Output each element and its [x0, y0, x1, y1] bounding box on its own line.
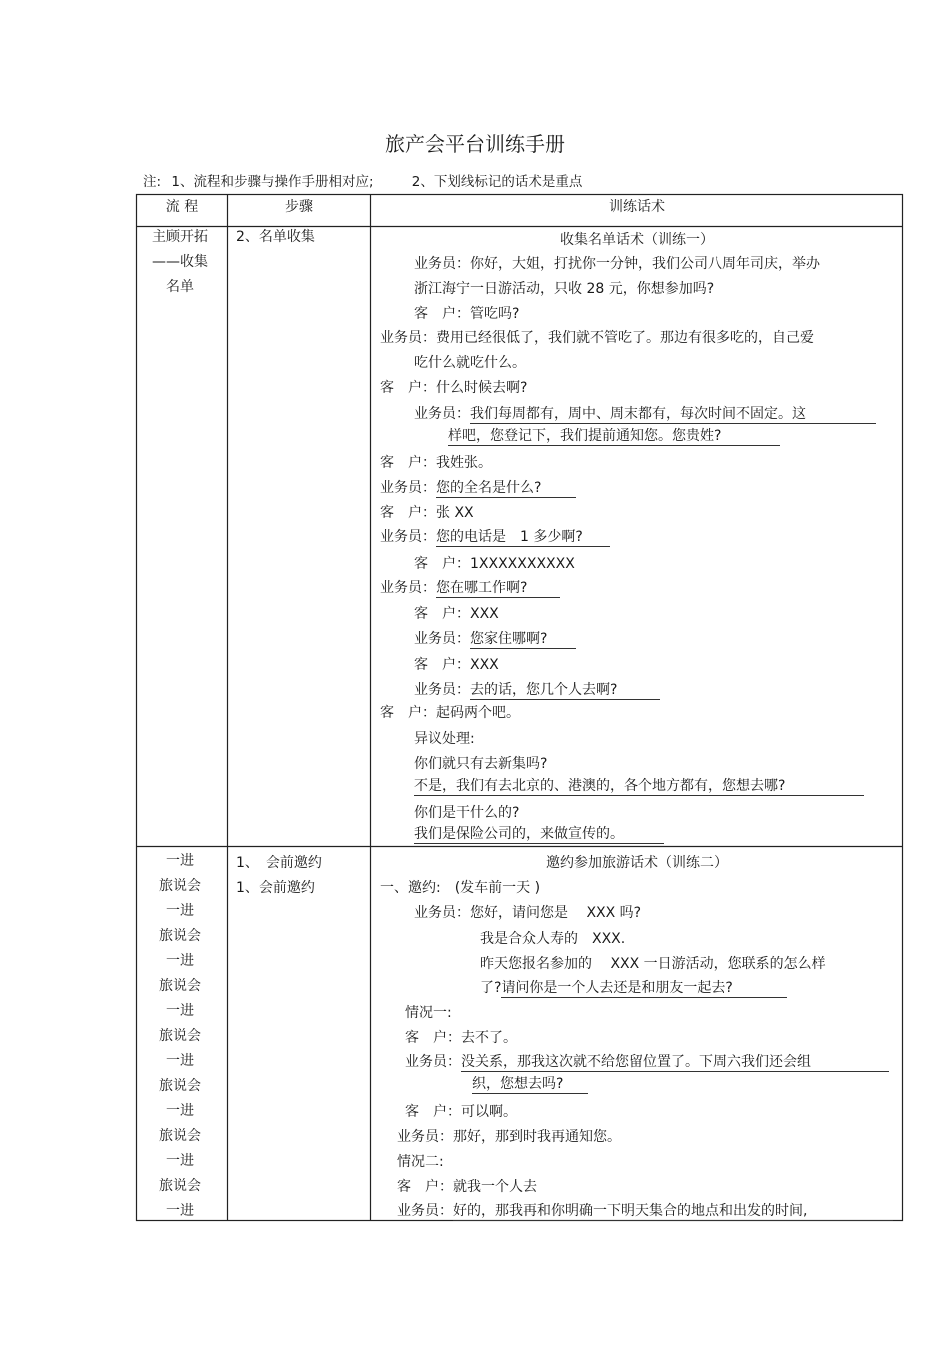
script-line: 客 户：XXX	[414, 657, 499, 673]
script-line: 客 户：管吃吗?	[414, 306, 520, 322]
script-line: 客 户：张 XX	[380, 505, 474, 521]
flow-line: 主顾开拓	[152, 229, 208, 245]
row1-step: 2、名单收集	[236, 229, 315, 245]
key-phrase: 没关系，那我这次就不给您留位置了。下周六我们还会组	[461, 1054, 889, 1072]
flow-line: 一进	[166, 1003, 194, 1019]
script-line: 昨天您报名参加的 XXX 一日游活动，您联系的怎么样	[480, 956, 826, 972]
note-line	[143, 170, 588, 190]
script-line: 业务员：您在哪工作啊?	[380, 577, 560, 598]
flow-line: 一进	[166, 1103, 194, 1119]
flow-line: 旅说会	[159, 928, 201, 944]
script-line: 吃什么就吃什么。	[414, 355, 526, 371]
script-line: 你们是干什么的?	[414, 805, 520, 821]
script-line	[472, 1076, 588, 1094]
flow-line: 一进	[166, 903, 194, 919]
flow-line: 旅说会	[159, 1128, 201, 1144]
row1-script-title: 收集名单话术（训练一）	[560, 232, 714, 248]
flow-line: 一进	[166, 953, 194, 969]
script-line: 客 户：就我一个人去	[397, 1179, 537, 1195]
script-line: 客 户：我姓张。	[380, 455, 492, 471]
script-line: 业务员：您的电话是 1 多少啊?	[380, 526, 610, 547]
note-item-1: 1、流程和步骤与操作手册相对应;	[171, 174, 374, 190]
flow-line: 旅说会	[159, 1078, 201, 1094]
flow-line: 名单	[166, 279, 194, 295]
script-line: 客 户：起码两个吧。	[380, 705, 520, 721]
script-line: 客 户：可以啊。	[405, 1104, 517, 1120]
script-line: 业务员：你好，大姐，打扰你一分钟，我们公司八周年司庆，举办	[414, 256, 820, 272]
script-line: 一、邀约: (发车前一天 )	[380, 880, 541, 896]
header-script: 训练话术	[609, 199, 665, 215]
key-phrase: 您的全名是什么?	[436, 480, 576, 498]
key-phrase: 不是，我们有去北京的、港澳的，各个地方都有，您想去哪?	[414, 778, 864, 796]
key-phrase: 织，您想去吗?	[472, 1076, 588, 1094]
step-item: 1、 会前邀约	[236, 855, 322, 871]
script-line: 情况一:	[405, 1005, 452, 1021]
flow-line: 一进	[166, 1153, 194, 1169]
script-line: 了?请问你是一个人去还是和朋友一起去?	[480, 977, 787, 998]
script-line: 异议处理:	[414, 731, 475, 747]
flow-line: 旅说会	[159, 878, 201, 894]
script-line: 业务员：去的话，您几个人去啊?	[414, 679, 660, 700]
header-flow: 流 程	[165, 199, 199, 215]
step-item: 1、会前邀约	[236, 880, 315, 896]
script-line: 业务员：好的，那我再和你明确一下明天集合的地点和出发的时间,	[397, 1200, 893, 1221]
script-line: 客 户：什么时候去啊?	[380, 380, 528, 396]
script-line: 你们就只有去新集吗?	[414, 756, 548, 772]
flow-line: 一进	[166, 853, 194, 869]
flow-line: ——收集	[152, 254, 208, 270]
key-phrase: 您在哪工作啊?	[436, 580, 560, 598]
row2-steps	[236, 851, 366, 901]
flow-line: 一进	[166, 1053, 194, 1069]
script-line: 浙江海宁一日游活动，只收 28 元，你想参加吗?	[414, 281, 715, 297]
note-prefix: 注:	[143, 174, 162, 190]
script-line: 客 户：1XXXXXXXXXX	[414, 556, 575, 572]
script-line: 业务员：我们每周都有，周中、周末都有，每次时间不固定。这	[414, 403, 876, 424]
script-line: 业务员：没关系，那我这次就不给您留位置了。下周六我们还会组	[405, 1051, 889, 1072]
script-line	[448, 428, 780, 446]
script-line: 业务员：您好，请问您是 XXX 吗?	[414, 905, 642, 921]
script-line	[414, 778, 864, 796]
key-phrase: 好的，那我再和你明确一下明天集合的地点和出发的时间,	[453, 1203, 893, 1221]
script-line: 我是合众人寿的 XXX.	[480, 931, 626, 947]
note-item-2: 2、下划线标记的话术是重点	[411, 174, 583, 190]
script-line	[414, 826, 664, 844]
flow-line: 旅说会	[159, 1178, 201, 1194]
key-phrase: 您家住哪啊?	[470, 631, 576, 649]
page-title: 旅产会平台训练手册	[385, 132, 565, 156]
row1-flow	[140, 225, 220, 300]
row2-script-title: 邀约参加旅游话术（训练二）	[546, 855, 728, 871]
script-line: 业务员：那好，那到时我再通知您。	[397, 1129, 621, 1145]
script-line: 业务员：您的全名是什么?	[380, 477, 576, 498]
flow-line: 一进	[166, 1203, 194, 1219]
script-line: 客 户：XXX	[414, 606, 499, 622]
script-line: 情况二:	[397, 1154, 444, 1170]
key-phrase: 样吧，您登记下，我们提前通知您。您贵姓?	[448, 428, 780, 446]
script-line: 业务员：费用已经很低了，我们就不管吃了。那边有很多吃的，自己爱	[380, 330, 814, 346]
flow-line: 旅说会	[159, 978, 201, 994]
script-line: 业务员：您家住哪啊?	[414, 628, 576, 649]
key-phrase: 去的话，您几个人去啊?	[470, 682, 660, 700]
header-step: 步骤	[285, 199, 313, 215]
key-phrase: 您的电话是 1 多少啊?	[436, 529, 610, 547]
row2-flow	[140, 849, 220, 1224]
key-phrase: 我们每周都有，周中、周末都有，每次时间不固定。这	[470, 406, 876, 424]
script-line: 客 户：去不了。	[405, 1030, 517, 1046]
key-phrase: 我们是保险公司的，来做宣传的。	[414, 826, 664, 844]
flow-line: 旅说会	[159, 1028, 201, 1044]
key-phrase: 请问你是一个人去还是和朋友一起去?	[501, 980, 787, 998]
